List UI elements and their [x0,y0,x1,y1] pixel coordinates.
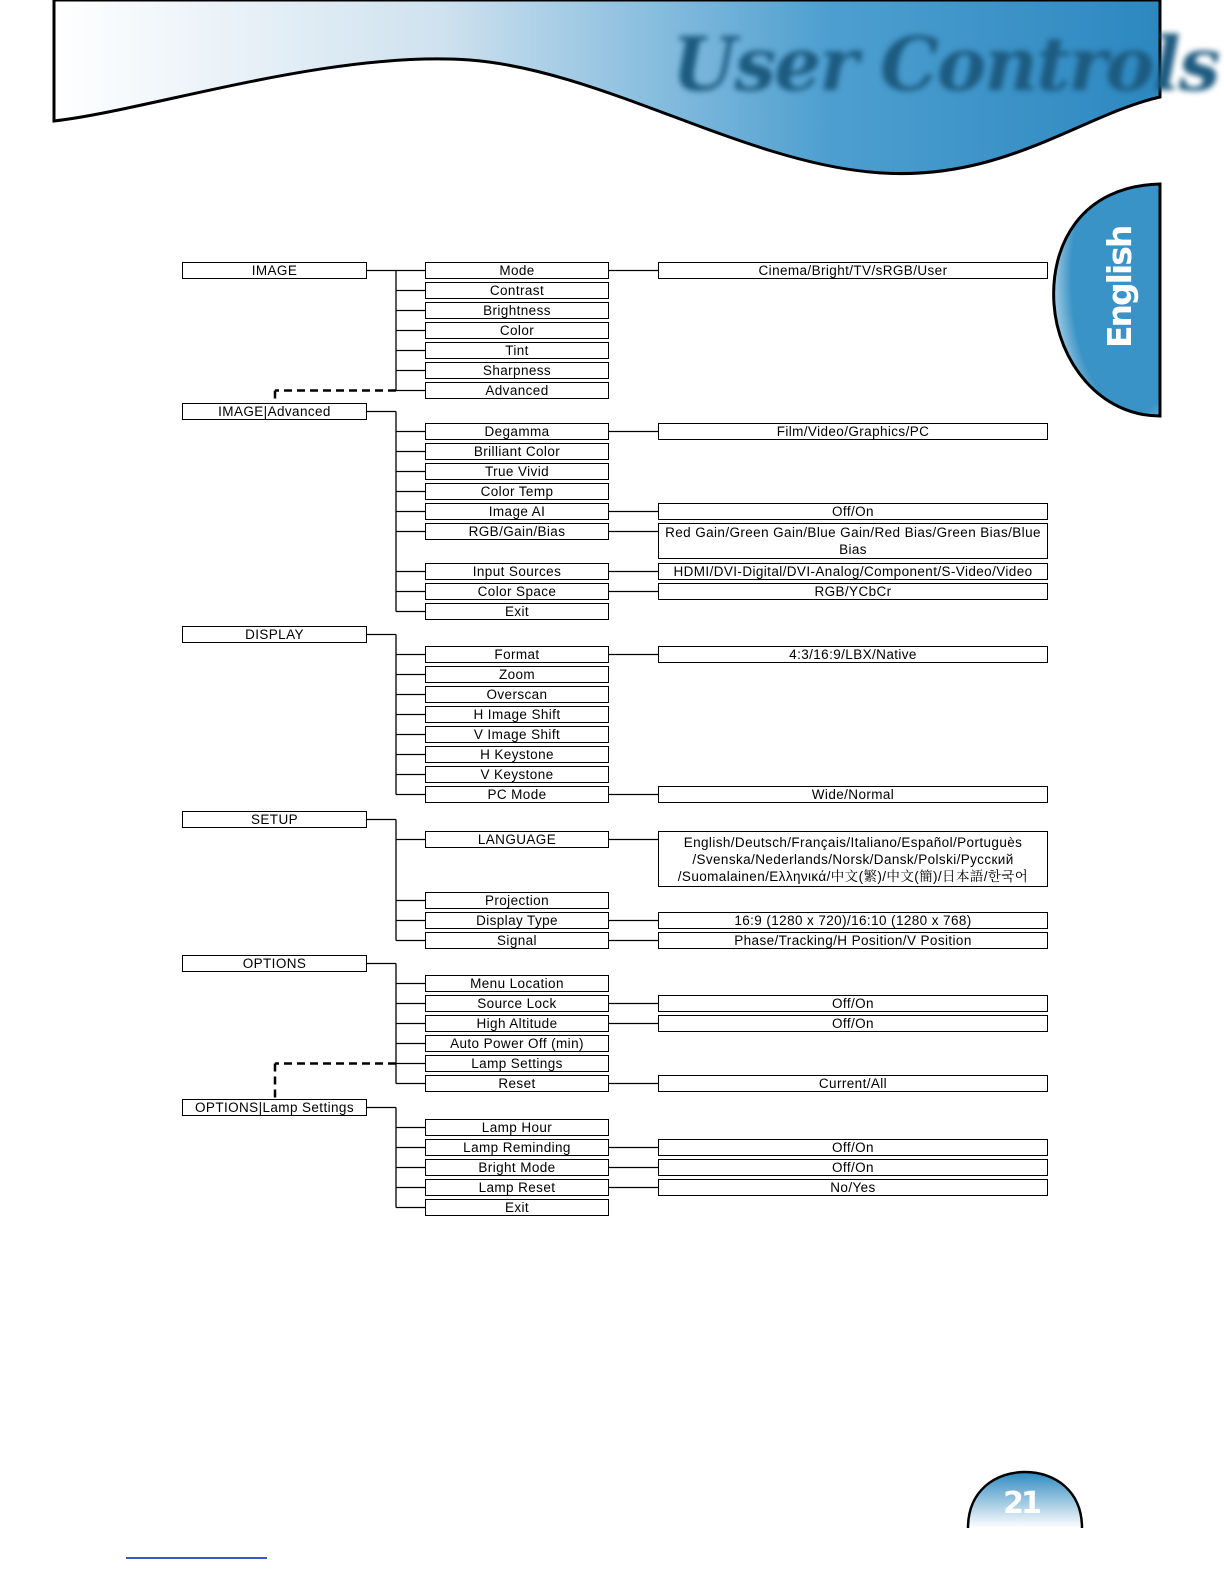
menu-item-reset: Reset [425,1075,609,1092]
menu-item-degamma: Degamma [425,423,609,440]
menu-item-lamp-reminding: Lamp Reminding [425,1139,609,1156]
value-display-type: 16:9 (1280 x 720)/16:10 (1280 x 768) [658,912,1048,929]
menu-item-mode: Mode [425,262,609,279]
menu-item-h-image-shift: H Image Shift [425,706,609,723]
menu-item-contrast: Contrast [425,282,609,299]
value-lamp-reminding: Off/On [658,1139,1048,1156]
menu-item-source-lock: Source Lock [425,995,609,1012]
menu-item-zoom: Zoom [425,666,609,683]
menu-item-pc-mode: PC Mode [425,786,609,803]
value-lamp-reset: No/Yes [658,1179,1048,1196]
menu-item-menu-location: Menu Location [425,975,609,992]
value-reset: Current/All [658,1075,1048,1092]
menu-item-overscan: Overscan [425,686,609,703]
menu-item-color-temp: Color Temp [425,483,609,500]
menu-group-image-advanced: IMAGE|Advanced [182,403,367,420]
menu-group-image: IMAGE [182,262,367,279]
menu-group-options: OPTIONS [182,955,367,972]
menu-item-color-space: Color Space [425,583,609,600]
value-bright-mode: Off/On [658,1159,1048,1176]
menu-item-rgb-gain-bias: RGB/Gain/Bias [425,523,609,540]
page-title: User Controls [672,22,1219,108]
value-degamma: Film/Video/Graphics/PC [658,423,1048,440]
menu-item-color: Color [425,322,609,339]
value-rgb-gain-bias: Red Gain/Green Gain/Blue Gain/Red Bias/Green Bias/Blue Bias [658,523,1048,559]
menu-item-display-type: Display Type [425,912,609,929]
menu-group-display: DISPLAY [182,626,367,643]
menu-item-v-keystone: V Keystone [425,766,609,783]
value-mode: Cinema/Bright/TV/sRGB/User [658,262,1048,279]
menu-item-exit: Exit [425,603,609,620]
menu-item-exit: Exit [425,1199,609,1216]
menu-item-bright-mode: Bright Mode [425,1159,609,1176]
value-source-lock: Off/On [658,995,1048,1012]
value-color-space: RGB/YCbCr [658,583,1048,600]
menu-group-setup: SETUP [182,811,367,828]
value-signal: Phase/Tracking/H Position/V Position [658,932,1048,949]
language-tab-label: English [1100,226,1139,348]
menu-item-lamp-hour: Lamp Hour [425,1119,609,1136]
value-language: English/Deutsch/Français/Italiano/Español/Portuguès /Svenska/Nederlands/Norsk/Dansk/Polski/Русский /Suomalainen/Ελληνικά/中文(繁)/中文(簡)/日本語/한국어 [658,831,1048,887]
menu-item-lamp-settings: Lamp Settings [425,1055,609,1072]
menu-item-image-ai: Image AI [425,503,609,520]
menu-item-high-altitude: High Altitude [425,1015,609,1032]
menu-item-sharpness: Sharpness [425,362,609,379]
menu-item-language: LANGUAGE [425,831,609,848]
menu-item-tint: Tint [425,342,609,359]
value-pc-mode: Wide/Normal [658,786,1048,803]
menu-item-format: Format [425,646,609,663]
menu-item-signal: Signal [425,932,609,949]
menu-item-input-sources: Input Sources [425,563,609,580]
menu-item-true-vivid: True Vivid [425,463,609,480]
menu-group-options-lamp-settings: OPTIONS|Lamp Settings [182,1099,367,1116]
value-format: 4:3/16:9/LBX/Native [658,646,1048,663]
menu-item-lamp-reset: Lamp Reset [425,1179,609,1196]
menu-item-brilliant-color: Brilliant Color [425,443,609,460]
value-image-ai: Off/On [658,503,1048,520]
value-input-sources: HDMI/DVI-Digital/DVI-Analog/Component/S-Video/Video [658,563,1048,580]
page-number: 21 [1003,1486,1039,1521]
menu-item-advanced: Advanced [425,382,609,399]
menu-item-h-keystone: H Keystone [425,746,609,763]
menu-item-projection: Projection [425,892,609,909]
menu-item-brightness: Brightness [425,302,609,319]
menu-item-auto-power-off-min: Auto Power Off (min) [425,1035,609,1052]
footer-rule [126,1557,267,1559]
menu-item-v-image-shift: V Image Shift [425,726,609,743]
value-high-altitude: Off/On [658,1015,1048,1032]
